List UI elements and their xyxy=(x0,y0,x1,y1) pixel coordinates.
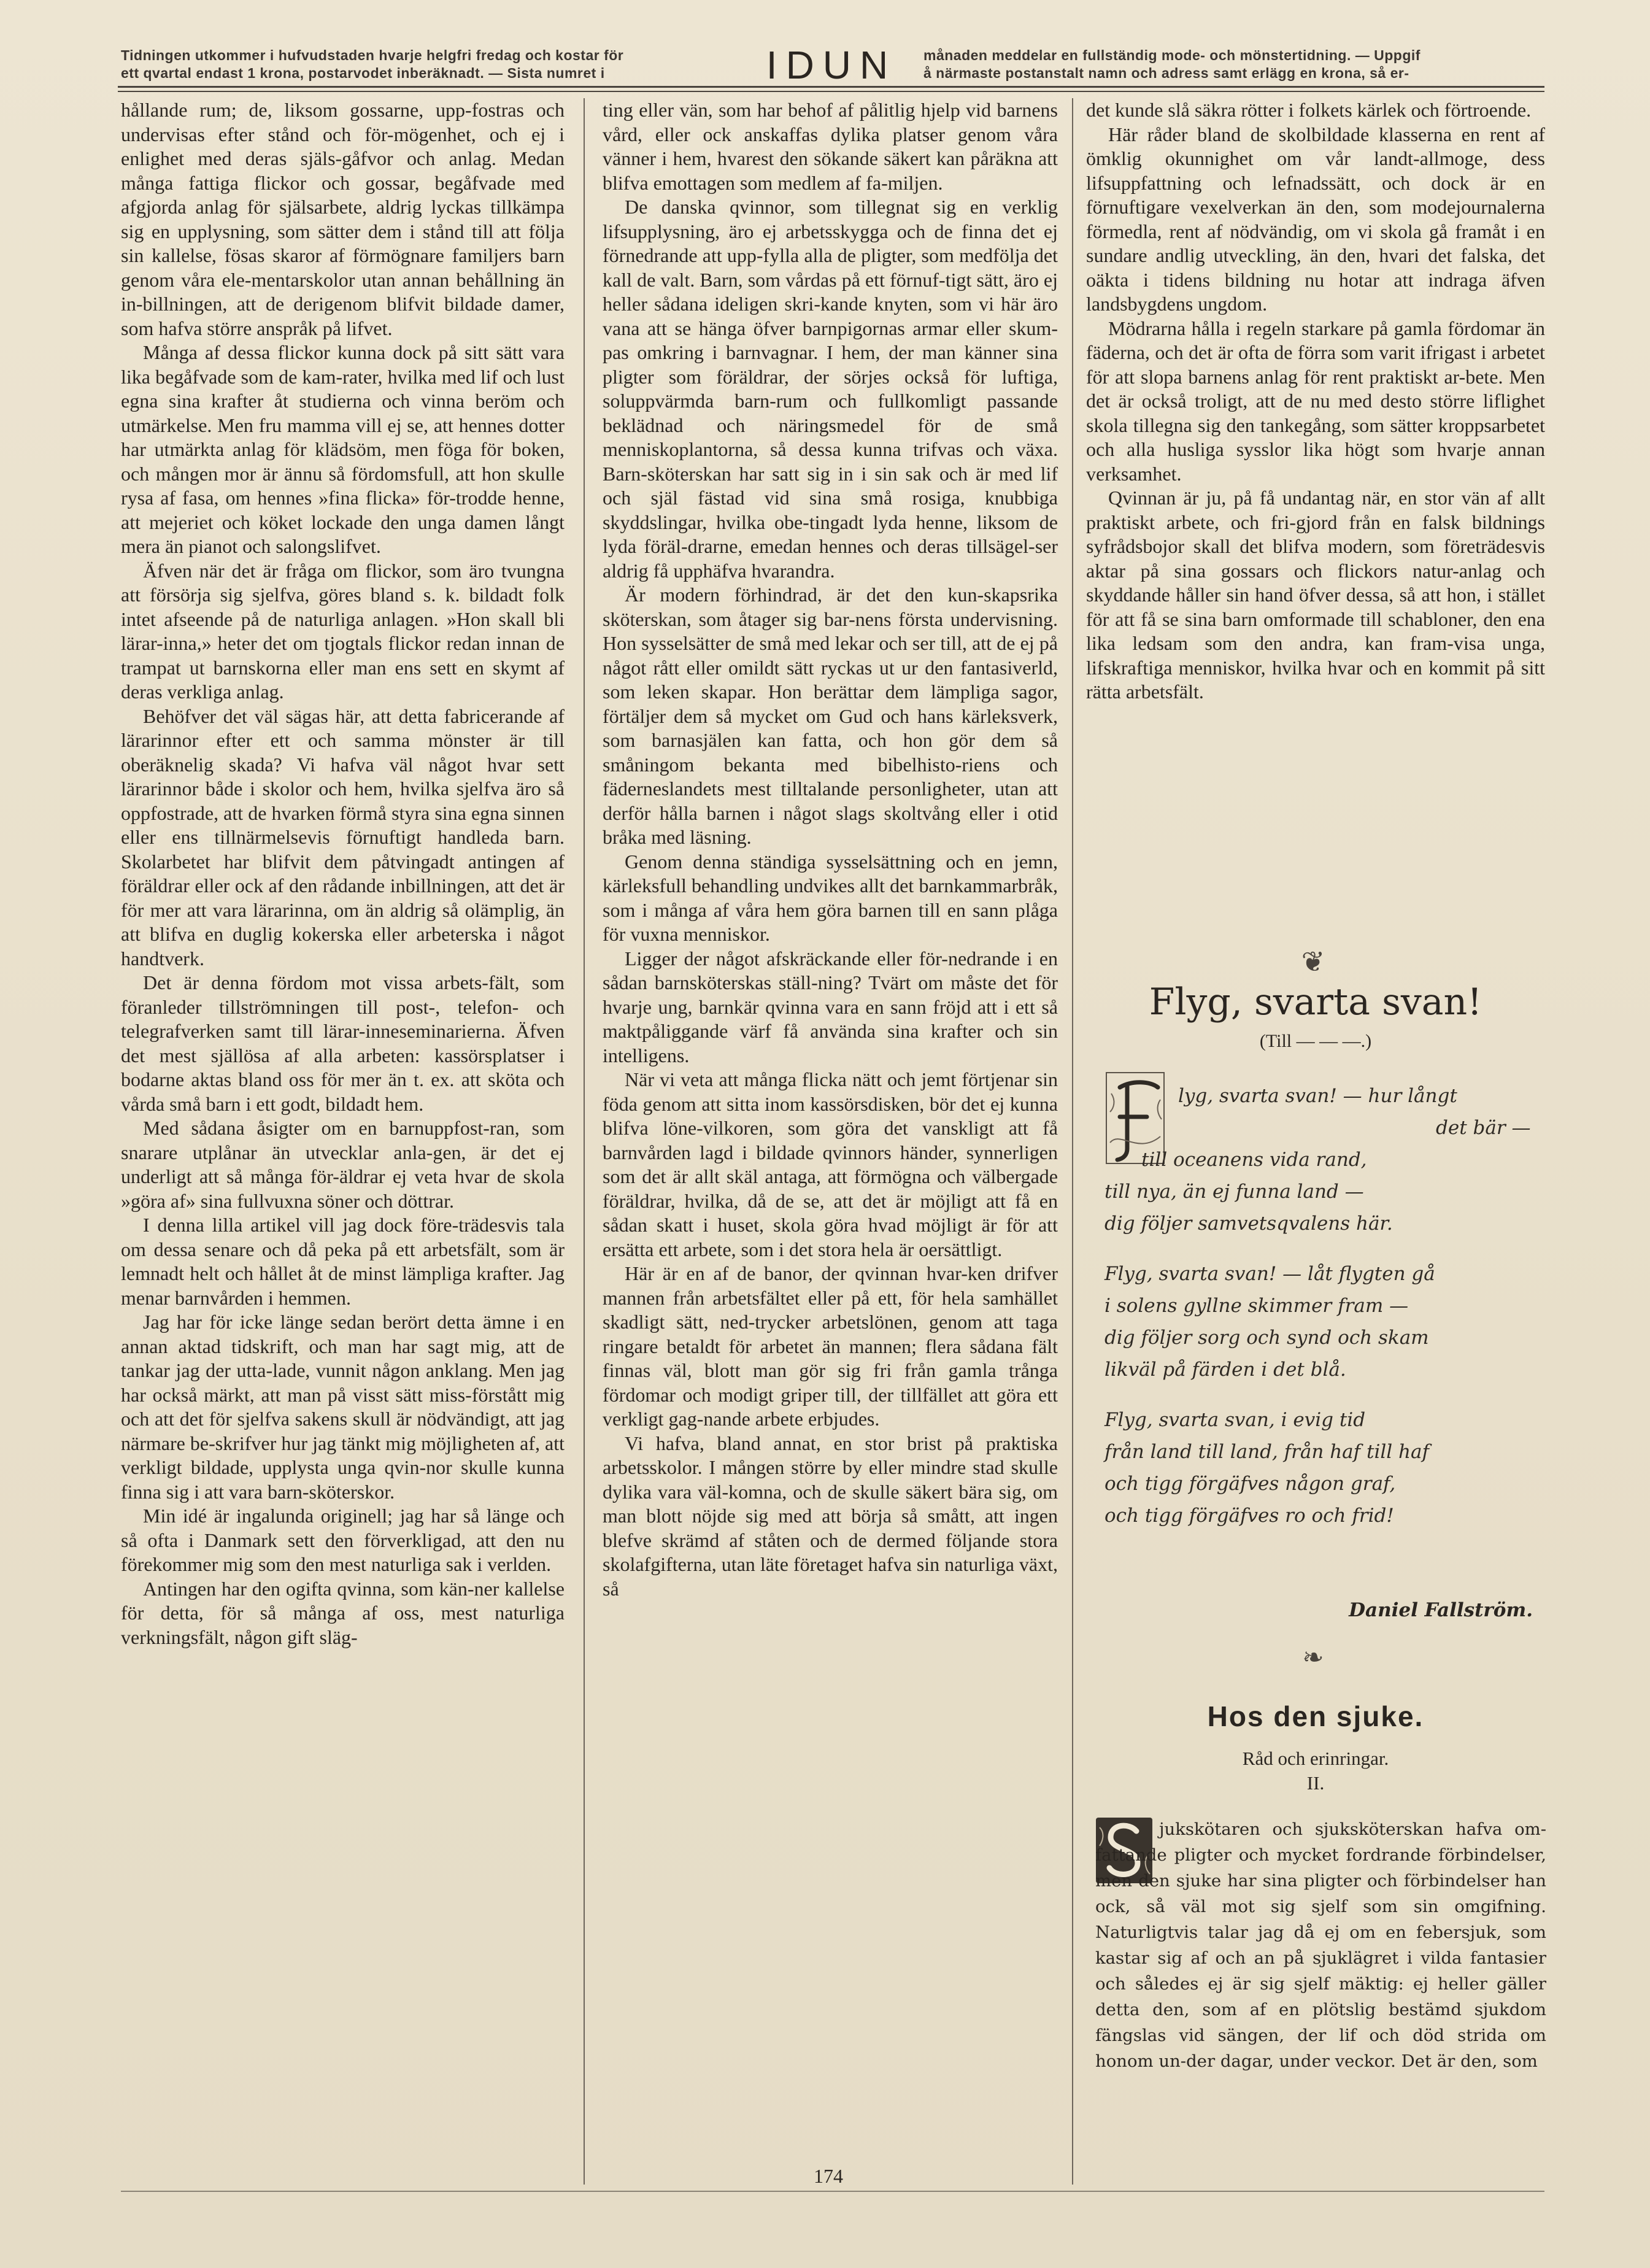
poem-line: och tigg förgäfves ro och frid! xyxy=(1104,1505,1394,1527)
paragraph: Äfven när det är fråga om flickor, som äro tvungna att försörja sig sjelfva, göres bland s. k. bildadt folk intet afseende på de naturliga anlagen. »Hon skall bli lärar-inna,» heter det om tjogtals flickor redan innan de trampat ut barnskorna eller man ens sett en skymt af deras verkliga anlag. xyxy=(121,559,565,703)
column-1 xyxy=(121,98,565,2268)
paragraph: I denna lilla artikel vill jag dock före-trädesvis tala om dessa senare och då peka på ett arbetsfält, som är lemnadt helt och hållet åt de minst lämpliga krafter. Jag menar barnvården i hemmen. xyxy=(121,1214,565,1309)
header-rule xyxy=(118,86,1544,88)
poem-line: till nya, än ej funna land — xyxy=(1104,1181,1364,1203)
paragraph: Ligger der något afskräckande eller för-nedrande i en sådan barnsköterskas ställ-ning? Tvärt om måste det för hvarje ung, barnkär qvinna vara en sann fröjd att i ett så maktpåliggande värf få använda sina krafter och sin intelligens. xyxy=(603,947,1058,1066)
poem-line: och tigg förgäfves någon graf, xyxy=(1104,1473,1396,1495)
poem-line: dig följer samvetsqvalens här. xyxy=(1104,1213,1393,1235)
article-part-numeral: II. xyxy=(1306,1772,1325,1794)
paragraph: Vi hafva, bland annat, en stor brist på praktiska arbetsskolor. I mången större by eller mindre stad skulle dylika vara väl-komna, och de skulle säkert bära sig, om man blott nöjde sig med att börja så smått, att ingen blefve skrämd af ståten och de dermed följande stora skolafgifterna, utan läte företaget hafva sin naturliga växt, så xyxy=(603,1432,1058,1600)
paragraph: Antingen har den ogifta qvinna, som kän-ner kallelse för detta, för så många af oss, mest naturliga verkningsfält, någon gift släg- xyxy=(121,1577,565,1648)
poem-title: Flyg, svarta svan! xyxy=(1149,981,1482,1024)
header-left-line2: ett qvartal endast 1 krona, postarvodet inberäknadt. — Sista numret i xyxy=(121,65,605,81)
poem-line: till oceanens vida rand, xyxy=(1141,1149,1367,1171)
poem-line: Flyg, svarta svan! — låt flygten gå xyxy=(1104,1263,1435,1285)
column-divider xyxy=(1072,98,1073,2185)
poem-author: Daniel Fallström. xyxy=(1349,1599,1533,1621)
article-subtitle-block xyxy=(1086,1746,1545,1796)
header-subscription-info xyxy=(121,47,734,82)
paragraph: Här råder bland de skolbildade klasserna en rent af ömklig okunnighet om vår landt-allmoge, dess lifsuppfattning och lefnadssätt, och dock är en förnuftigare vexelverkan än den, som modejournalerna förmedla, rent af nödvändig, om vi skola gå framåt i en sundare andlig utveckling, än den, hvari det falska, det oäkta i tidens bildning nu hotar att indraga äfven landsbygdens ungdom. xyxy=(1086,123,1545,315)
header-right-line2: å närmaste postanstalt namn och adress samt erlägg en krona, så er- xyxy=(923,65,1409,81)
header-fashion-info xyxy=(923,47,1537,82)
paragraph: Genom denna ständiga sysselsättning och en jemn, kärleksfull behandling undvikes allt det barnkammarbråk, som i många af våra hem göra barnen till en sann plåga för vuxna menniskor. xyxy=(603,850,1058,945)
paragraph: Med sådana åsigter om en barnuppfost-ran, som snarare utplånar än utvecklar anla-gen, är det ej underligt att så många för-äldrar ej veta hvar de skola »göra af» sina fullvuxna söner och döttrar. xyxy=(121,1117,565,1212)
poem-dedication: (Till — — —.) xyxy=(1259,1031,1372,1051)
paragraph: Är modern förhindrad, är det den kun-skapsrika sköterskan, som åtager sig bar-nens första undervisning. Hon sysselsätter de små med lekar och ser till, att de ej på något rått eller omildt sätt ryckas ut ur den fantasiverld, som leken skapar. Hon berättar dem lämpliga sagor, förtäljer dem så mycket om Gud och hans kärleksverk, som barnasjälen kan fatta, och hon gör dem så småningom bekanta med bibelhisto-riens och fäderneslandets mest tilltalande personligheter, utan att derför hålla barnen i något slags skoltvång eller i otid bråka med läsning. xyxy=(603,584,1058,848)
poem-stanza-2 xyxy=(1104,1258,1534,1386)
header-right-line1: månaden meddelar en fullständig mode- och mönstertidning. — Uppgif xyxy=(923,47,1421,63)
bottom-rule xyxy=(121,2191,1544,2192)
paragraph: När vi veta att många flicka nätt och jemt förtjenar sin föda genom att sitta inom kassörsdisken, bör det ej kunna blifva löne-vilkoren, som göra det vanskligt att få barnvården lagd i bildade qvinnors händer, synnerligen som det är allt skäl antaga, att förmögna och välbergade föräldrar, hvilka, då de se, att det är möjligt att få en sådan skatt i huset, skola göra hvad möjligt är för att ersätta ett arbete, som i det stora hela är oersättligt. xyxy=(603,1068,1058,1260)
paragraph: Min idé är ingalunda originell; jag har så länge och så ofta i Danmark sett den förverkligad, att den nu förekommer mig som den mest naturliga sak i verlden. xyxy=(121,1505,565,1575)
masthead-title: IDUN xyxy=(766,43,897,87)
poem-line: Flyg, svarta svan, i evig tid xyxy=(1104,1409,1366,1431)
article-paragraph: jukskötaren och sjuksköterskan hafva om-fattande pligter och mycket fordrande förbindelser, men den sjuke har sina pligter och förbindelser han ock, så väl mot sig sjelf som sin omgifning. Naturligtvis talar jag då ej om en febersjuk, som kastar sig af och an på sjuklägret i vilda fantasier och således ej är sig sjelf mäktig: ej heller gäller detta den, som af en plötslig bestämd sjukdom fängslas vid sängen, der lif och död strida om honom un-der dagar, under veckor. Det är den, som xyxy=(1095,1819,1546,2071)
paragraph: Det är denna fördom mot vissa arbets-fält, som föranleder tillströmningen till post-, telefon- och telegrafverken samt till lärar-inneseminarierna. Äfven det mest själlösa af alla arbeten: kassörsplatser i bodarne aktas bland oss för mer än t. ex. att sköta och vårda små barn i ett godt, bildadt hem. xyxy=(121,971,565,1115)
page-number: 174 xyxy=(814,2165,843,2187)
poem-line: i solens gyllne skimmer fram — xyxy=(1104,1295,1409,1317)
poem-body xyxy=(1104,1080,1534,1532)
poem-line: dig följer sorg och synd och skam xyxy=(1104,1327,1429,1349)
paragraph: ting eller vän, som har behof af pålitlig hjelp vid barnens vård, eller ock anskaffas dylika platser genom våra vänner i hem, hvarest den sökande säkert kan påräkna att blifva emottagen som medlem af fa-miljen. xyxy=(603,99,1058,194)
paragraph: Jag har för icke länge sedan berört detta ämne i en annan aktad tidskrift, och man har sagt mig, att de tankar jag der utta-lade, vunnit någon anklang. Men jag har också märkt, att man på visst sätt miss-förstått mig och att det för sjelfva sakens skull är nödvändigt, att jag närmare be-skrifver hur jag tänkt mig möjligheten af, att verkligt bildade, upplysta unga qvin-nor skulle kunna finna sig i att vara barn-sköterskor. xyxy=(121,1311,565,1503)
article-title: Hos den sjuke. xyxy=(1207,1700,1424,1732)
article-body xyxy=(1095,1816,1546,2074)
article-subtitle: Råd och erinringar. xyxy=(1242,1748,1389,1769)
paragraph: Många af dessa flickor kunna dock på sitt sätt vara lika begåfvade som de kam-rater, hvilka med lif och lust egna sina krafter åt studierna och vinna beröm och utmärkelse. Men fru mamma vill ej se, att hennes dotter har utmärkta anlag för klädsöm, men föga för boken, och mången mor är ännu så fördomsfull, att hon skulle rysa af fasa, om hennes »fina flicka» för-trodde henne, att mejeriet och köket lockade den unga damen långt mera än pianot och salongslifvet. xyxy=(121,341,565,557)
column-2 xyxy=(603,98,1058,2268)
paragraph: De danska qvinnor, som tillegnat sig en verklig lifsupplysning, äro ej arbetsskygga och de finna det ej förnedrande att upp-fylla alla de pligter, som medfölja det kall de valt. Barn, som vårdas på ett förnuf-tigt sätt, äro ej heller sådana ideligen skri-kande knyten, som vi här äro vana att se hänga öfver barnpigornas armar eller skum-pas omkring i barnvagnar. I hem, der man känner sina pligter som föräldrar, der sörjes också för luftiga, soluppvärmda barn-rum och fullkomligt passande beklädnad och näringsmedel för de små menniskoplantorna, så dessa kunna trifvas och växa. Barn-sköterskan har satt sig in i sin sak och är med lif och själ fästad vid sina små rosiga, knubbiga skyddslingar, hvilka obe-tingadt lyda henne, liksom de lyda föräl-drarne, emedan hennes och deras tillsägel-ser aldrig få upphäfva hvarandra. xyxy=(603,196,1058,582)
paragraph: Behöfver det väl sägas här, att detta fabricerande af lärarinnor efter ett och samma mönster är till oberäknelig skada? Vi hafva väl något hvar sett lärarinnor både i skolor och hem, hvilka sjelfva äro så oppfostrade, att de hvarken förmå styra sina egna sinnen eller ens tillnärmelsevis förnuftigt handleda barn. Skolarbetet har blifvit dem påtvingadt antingen af föräldrar eller ock af den rådande inbillningen, att det är för mer att vara lärarinna, om än aldrig så olämplig, än att blifva en duglig kokerska eller arbeterska i något handtverk. xyxy=(121,704,565,970)
column-divider xyxy=(584,98,585,2185)
paragraph: Mödrarna hålla i regeln starkare på gamla fördomar än fäderna, och det är ofta de förra som varit ifrigast i arbetet för att slopa barnens anlag för rent praktiskt ar-bete. Men det är också troligt, att de nu med desto större liflighet skola tillegna sig den tankegång, som sätter kroppsarbetet och alla husliga sysslor lika högt som hvarje annan verksamhet. xyxy=(1086,317,1545,485)
header-rule-thin xyxy=(118,91,1544,92)
poem-stanza-1 xyxy=(1104,1080,1534,1240)
paragraph: Qvinnan är ju, på få undantag när, en stor vän af allt praktiskt arbete, och fri-gjord från en falsk bildnings syfrådsbojor skall det blifva modern, som företrädesvis aktar på sina gossars och flickors natur-anlag och skyddande håller sin hand öfver dessa, så att hon, i stället för att få se sina barn omformade till schabloner, den ena lika ledsam som den andra, kan fram-visa unga, lifskraftiga menniskor, hvilka hvar och en kommit på sitt rätta arbetsfält. xyxy=(1086,487,1545,703)
poem-stanza-3 xyxy=(1104,1404,1534,1532)
poem-ornament-icon: ❦ xyxy=(1301,946,1325,978)
paragraph: Här är en af de banor, der qvinnan hvar-ken drifver mannen från arbetsfältet eller på ett, för hela samhället skadligt sätt, ned-trycker arbetslönen, genom att taga ringare betaldt för arbetet än mannen; flera sådana fält finnas väl, blott man gör sig fri från gamla trånga fördomar och modigt griper till, der tillfället att göra ett verkligt gag-nande arbete erbjudes. xyxy=(603,1262,1058,1430)
poem-line: lyg, svarta svan! — hur långt xyxy=(1178,1085,1457,1107)
section-ornament-icon: ❧ xyxy=(1302,1644,1324,1672)
paragraph: hållande rum; de, liksom gossarne, upp-fostras och undervisas efter stånd och för-mögenhet, och ej i enlighet med deras själs-gåfvor och anlag. Medan många fattiga flickor och gossar, begåfvade med afgjorda anlag för själsarbete, aldrig lyckas tillkämpa sig en upplysning, som sätter dem i stånd till att följa sin kallelse, fösas skaror af förmögnare familjers barn genom våra ele-mentarskolor utan annan behållning än in-billningen, att de derigenom blifvit bildade damer, som hafva större anspråk på lifvet. xyxy=(121,99,565,339)
poem-line: likväl på färden i det blå. xyxy=(1104,1359,1346,1381)
poem-line: från land till land, från haf till haf xyxy=(1104,1441,1429,1463)
paragraph: det kunde slå säkra rötter i folkets kärlek och förtroende. xyxy=(1086,99,1532,121)
header-left-line1: Tidningen utkommer i hufvudstaden hvarje helgfri fredag och kostar för xyxy=(121,47,624,63)
poem-line: det bär — xyxy=(1436,1117,1531,1139)
